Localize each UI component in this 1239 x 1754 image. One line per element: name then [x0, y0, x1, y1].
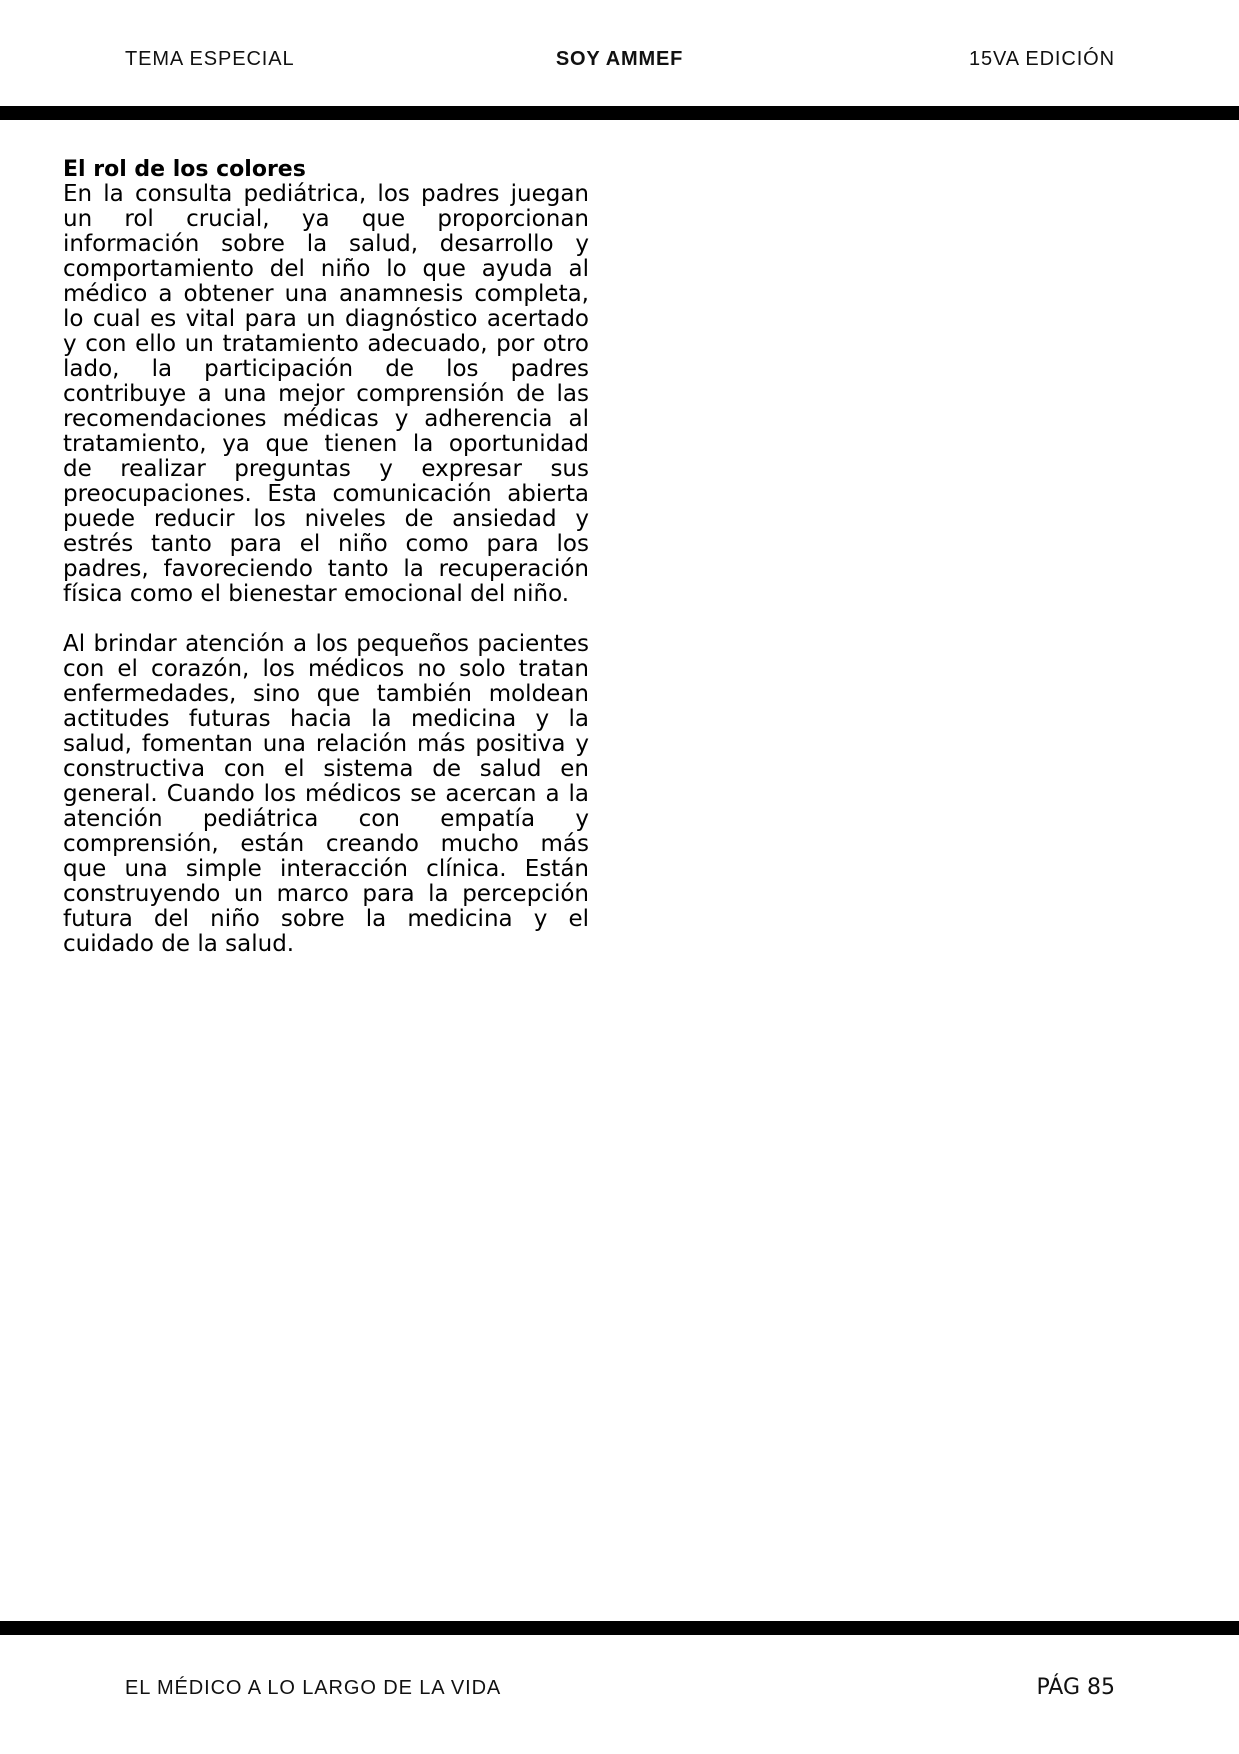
- text-line: cuidado de la salud.: [63, 931, 295, 957]
- text-line: comprensión, están creando mucho más: [63, 831, 589, 857]
- text-line: un rol crucial, ya que proporcionan: [63, 206, 589, 232]
- paragraph: [63, 632, 589, 957]
- text-line: general. Cuando los médicos se acercan a la: [63, 781, 589, 807]
- text-line: con el corazón, los médicos no solo tratan: [63, 656, 589, 682]
- text-line: futura del niño sobre la medicina y el: [63, 906, 589, 932]
- text-line: información sobre la salud, desarrollo y: [63, 231, 589, 257]
- publication-name: SOY AMMEF: [555, 48, 684, 70]
- text-line: física como el bienestar emocional del niño.: [63, 581, 570, 607]
- footer-rule: [0, 1621, 1239, 1635]
- text-line: Al brindar atención a los pequeños pacientes: [63, 631, 589, 657]
- text-line: médico a obtener una anamnesis completa,: [63, 281, 589, 307]
- page-number: PÁG 85: [1036, 1675, 1115, 1700]
- text-line: padres, favoreciendo tanto la recuperación: [63, 556, 589, 582]
- text-line: contribuye a una mejor comprensión de las: [63, 381, 589, 407]
- section-heading: El rol de los colores: [63, 157, 306, 182]
- text-line: constructiva con el sistema de salud en: [63, 756, 589, 782]
- text-line: En la consulta pediátrica, los padres juegan: [63, 181, 589, 207]
- text-line: estrés tanto para el niño como para los: [63, 531, 589, 557]
- paragraph: [63, 182, 589, 607]
- article-column: [63, 157, 589, 957]
- section-label: TEMA ESPECIAL: [125, 48, 295, 70]
- text-line: que una simple interacción clínica. Están: [63, 856, 589, 882]
- text-line: tratamiento, ya que tienen la oportunidad: [63, 431, 589, 457]
- text-line: salud, fomentan una relación más positiva y: [63, 731, 589, 757]
- text-line: puede reducir los niveles de ansiedad y: [63, 506, 589, 532]
- text-line: comportamiento del niño lo que ayuda al: [63, 256, 589, 282]
- text-line: construyendo un marco para la percepción: [63, 881, 589, 907]
- footer-title: EL MÉDICO A LO LARGO DE LA VIDA: [125, 1677, 502, 1699]
- text-line: lo cual es vital para un diagnóstico acertado: [63, 306, 589, 332]
- text-line: actitudes futuras hacia la medicina y la: [63, 706, 589, 732]
- text-line: lado, la participación de los padres: [63, 356, 589, 382]
- text-line: recomendaciones médicas y adherencia al: [63, 406, 589, 432]
- text-line: enfermedades, sino que también moldean: [63, 681, 589, 707]
- text-line: de realizar preguntas y expresar sus: [63, 456, 589, 482]
- text-line: atención pediátrica con empatía y: [63, 806, 589, 832]
- text-line: preocupaciones. Esta comunicación abierta: [63, 481, 589, 507]
- text-line: y con ello un tratamiento adecuado, por otro: [63, 331, 589, 357]
- header-rule: [0, 106, 1239, 120]
- edition-label: 15VA EDICIÓN: [968, 48, 1115, 70]
